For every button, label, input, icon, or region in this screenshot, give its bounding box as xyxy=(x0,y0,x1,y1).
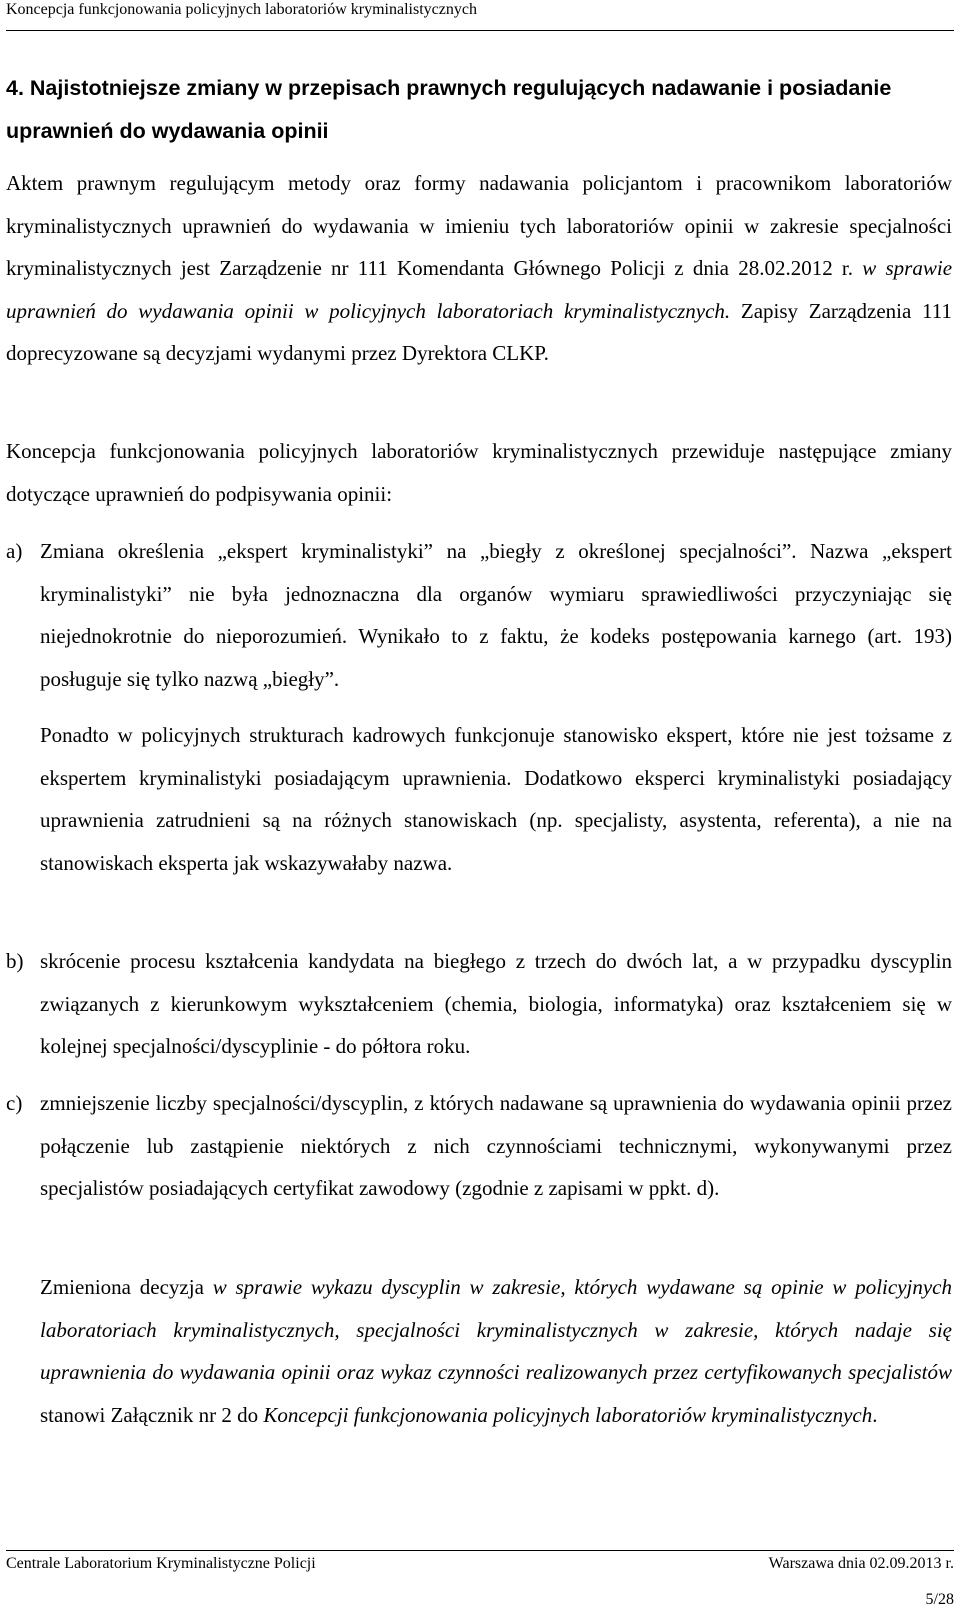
list-item-a xyxy=(6,530,952,700)
list-marker: a) xyxy=(6,539,23,563)
paragraph-legal-basis xyxy=(6,162,952,375)
list-marker: b) xyxy=(6,949,24,973)
list-marker: c) xyxy=(6,1091,23,1115)
paragraph-text: stanowi Załącznik nr 2 do xyxy=(40,1402,259,1427)
paragraph-text: Zmieniona decyzja xyxy=(40,1275,204,1299)
list-item-text: Zmiana określenia „ekspert kryminalistyki” na „biegły z określonej specjalności”. Nazwa „ekspert kryminalistyki” nie była jednoznaczna dla organów wymiaru sprawiedliwości przyczyniając się niejednokrotnie do nieporozumień. Wynikało to z faktu, że kodeks postępowania karnego (art. 193) posługuje się tylko nazwą „biegły”. xyxy=(40,539,952,691)
list-item-c xyxy=(6,1082,952,1210)
paragraph-italic-title: w sprawie uprawnień do wydawania opinii w policyjnych laboratoriach kryminalistycznych. xyxy=(6,256,953,323)
paragraph-text: . xyxy=(872,1402,878,1427)
paragraph-text: Aktem prawnym regulującym metody oraz formy nadawania policjantom i pracownikom laboratoriów kryminalistycznych uprawnień do wydawania w imieniu tych laboratoriów opinii w zakresie specjalności kryminalistycznych jest Zarządzenie nr 111 Komendanta Głównego Policji z dnia 28.02.2012 r. xyxy=(6,171,952,280)
page-number: 5/28 xyxy=(925,1591,954,1608)
footer-divider xyxy=(6,1550,954,1551)
footer-date: Warszawa dnia 02.09.2013 r. xyxy=(768,1555,954,1572)
section-heading: 4. Najistotniejsze zmiany w przepisach prawnych regulujących nadawanie i posiadanie uprawnień do wydawania opinii xyxy=(6,76,892,143)
list-item-b xyxy=(6,940,952,1068)
page-header xyxy=(6,0,954,31)
paragraph-italic-title: Koncepcji funkcjonowania policyjnych laboratoriów kryminalistycznych xyxy=(263,1402,873,1427)
paragraph-attachment-note xyxy=(40,1266,952,1436)
paragraph-italic-title: w sprawie wykazu dyscyplin w zakresie, których wydawane są opinie w policyjnych laboratoriach kryminalistycznych, specjalności kryminalistycznych w zakresie, których nadaje się uprawnienia do wydawania opinii oraz wykaz czynności realizowanych przez certyfikowanych specjalistów xyxy=(40,1275,953,1384)
list-item-a-continuation: Ponadto w policyjnych strukturach kadrowych funkcjonuje stanowisko ekspert, które nie jest tożsame z ekspertem kryminalistyki posiadającym uprawnienia. Dodatkowo eksperci kryminalistyki posiadający uprawnienia zatrudnieni są na różnych stanowiskach (np. specjalisty, asystenta, referenta), a nie na stanowiskach eksperta jak wskazywałaby nazwa. xyxy=(40,723,952,875)
header-title: Koncepcja funkcjonowania policyjnych laboratoriów kryminalistycznych xyxy=(6,1,477,18)
list-item-text: zmniejszenie liczby specjalności/dyscyplin, z których nadawane są uprawnienia do wydawania opinii przez połączenie lub zastąpienie niektórych z nich czynnościami technicznymi, wykonywanymi przez specjalistów posiadających certyfikat zawodowy (zgodnie z zapisami w ppkt. d). xyxy=(40,1091,952,1200)
footer-organization: Centrale Laboratorium Kryminalistyczne Policji xyxy=(6,1555,316,1572)
paragraph-text: Zapisy Zarządzenia 111 doprecyzowane są decyzjami wydanymi przez Dyrektora CLKP. xyxy=(6,298,952,365)
paragraph-changes-intro: Koncepcja funkcjonowania policyjnych laboratoriów kryminalistycznych przewiduje następujące zmiany dotyczące uprawnień do podpisywania opinii: xyxy=(6,439,952,506)
list-item-text: skrócenie procesu kształcenia kandydata na biegłego z trzech do dwóch lat, a w przypadku dyscyplin związanych z kierunkowym wykształceniem (chemia, biologia, informatyka) oraz kształceniem się w kolejnej specjalności/dyscyplinie - do półtora roku. xyxy=(40,949,952,1058)
